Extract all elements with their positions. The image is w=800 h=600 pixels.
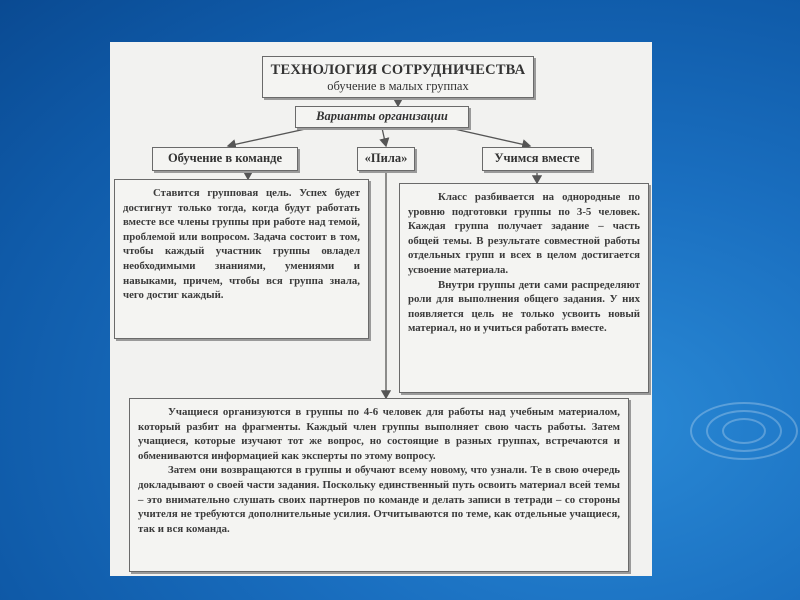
branch-label-team: Обучение в команде [152, 147, 298, 171]
saw-description-box [129, 398, 629, 572]
saw-description-paragraph: Учащиеся организуются в группы по 4-6 человек для работы над учебным материалом, который разбит на фрагменты. Каждый член группы выполняет свою часть работы. Затем учащиеся, которые изучают тот же вопрос, но состоящие в разных группах, встречаются и обмениваются информацией как эксперты по этому вопросу. [138, 406, 620, 462]
together-description-paragraph: Класс разбивается на однородные по уровню подготовки группы по 3-5 человек. Каждая группа получает задание – часть общей темы. В результате совместной работы отдельных групп и всех в целом достигается усвоение материала. [408, 191, 640, 276]
team-description: Ставится групповая цель. Успех будет достигнут только тогда, когда будут работать вместе все члены группы при работе над темой, проблемой или вопросом. Задача состоит в том, чтобы каждый участник группы овладел необходимыми знаниями, умениями и навыками, причем, чтобы вся группа знала, чего достиг каждый. [123, 187, 360, 302]
branch-label-saw: «Пила» [357, 147, 415, 171]
diagram-subtitle: обучение в малых группах [327, 79, 469, 93]
slide-image [110, 42, 652, 576]
variants-label: Варианты организации [295, 106, 469, 128]
together-description-paragraph: Внутри группы дети сами распределяют роли для выполнения общего задания. У них появляется цель не только усвоить новый материал, но и учиться работать вместе. [408, 278, 640, 335]
branch-label-together: Учимся вместе [482, 147, 592, 171]
team-description-box [114, 179, 369, 339]
diagram-title: ТЕХНОЛОГИЯ СОТРУДНИЧЕСТВА [270, 62, 526, 78]
title-box [262, 56, 534, 98]
together-description-box [399, 183, 649, 393]
saw-description-paragraph: Затем они возвращаются в группы и обучают всему новому, что узнали. Те в свою очередь докладывают о своей части задания. Поскольку единственный путь освоить материал всей темы – это внимательно слушать своих партнеров по команде и делать записи в тетради – со стороны учителя не требуются дополнительные усилия. Отчитываются по теме, как отдельные учащиеся, так и вся команда. [138, 464, 620, 535]
water-ripple-decoration [690, 402, 798, 460]
